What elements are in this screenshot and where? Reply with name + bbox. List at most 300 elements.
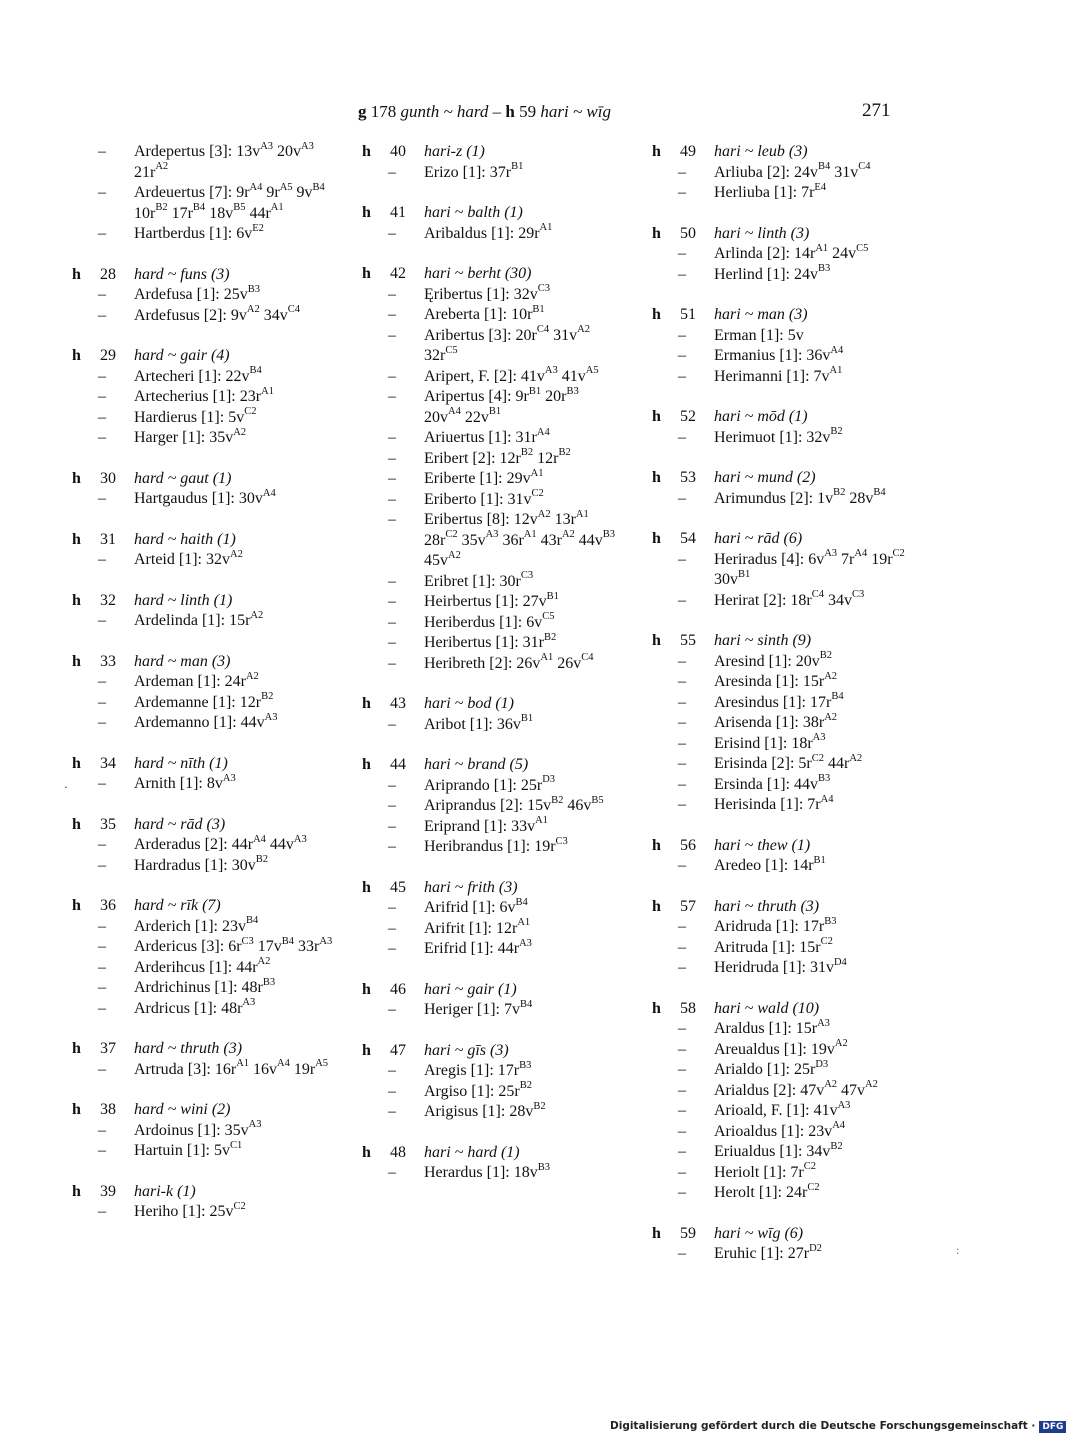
dash-marker: – [678,1163,686,1181]
name-form [72,774,334,795]
folio-superscript: A2 [865,1079,878,1091]
name-form [362,1163,618,1184]
name-form-text: Aridruda [1]: $17r^{B3}$ [714,915,837,935]
name-form [652,958,920,979]
lemma-number: 49 [680,143,696,160]
dash-marker: – [678,693,686,711]
name-form-text: Arifrit [1]: $12r^{A1}$ [424,917,531,937]
folio-superscript: B2 [830,1140,843,1152]
folio-superscript: B1 [511,161,524,173]
dash-marker: – [98,979,106,996]
name-form [652,754,920,775]
name-form-text: Erizo [1]: $37r^{B1}$ [424,161,524,181]
lemma-head [72,346,334,367]
lemma-entry [72,346,334,449]
lemma-letter: h [652,836,661,854]
lemma-name: hari ~ balth (1) [424,204,523,221]
name-form-text: Areberta [1]: $10r^{B1}$ [424,303,545,323]
dash-marker: – [98,429,106,446]
name-form [652,856,920,877]
dash-marker: – [388,899,396,916]
folio-superscript: B2 [261,691,274,703]
name-form [72,428,334,449]
name-form-text: Arioaldus [1]: $23v^{A4}$ [714,1120,846,1140]
name-form [652,1060,920,1081]
lemma-letter: h [72,815,81,833]
name-form [652,1163,920,1184]
dash-marker: – [388,449,396,467]
lemma-number: 47 [390,1041,406,1059]
dash-marker: – [388,1001,396,1018]
dash-marker: – [678,245,686,262]
folio-superscript: B2 [519,1080,532,1092]
name-form [362,592,618,613]
lemma-name: hard ~ gair (4) [134,347,230,364]
name-form [652,795,920,816]
name-form [362,326,618,367]
name-form [652,1244,920,1265]
dash-marker: – [98,306,106,324]
lemma-head [72,530,334,551]
name-form [362,163,618,184]
name-form-text: Aribertus [3]: $20r^{C4}$ $31v^{A2}$ $32r^{C5}$ [424,324,590,364]
lemma-letter: h [362,265,371,282]
dash-marker: – [98,1142,106,1159]
lemma-name: hard ~ man (3) [134,652,231,670]
folio-superscript: A1 [261,385,274,397]
header-part: 59 [519,102,537,121]
folio-superscript: A1 [236,1058,250,1070]
dash-marker: – [678,938,686,956]
lemma-name: hard ~ linth (1) [134,591,233,609]
name-form-text: Artruda [3]: $16r^{A1}$ $16v^{A4}$ $19r^{A5}$ [134,1058,329,1078]
lemma-number: 41 [390,204,406,221]
name-form-text: Herlind [1]: $24v^{B3}$ [714,263,831,283]
folio-superscript: A3 [222,772,236,784]
lemma-name: hari-z (1) [424,143,485,160]
dash-marker: – [678,428,686,446]
lemma-head [72,754,334,775]
folio-superscript: A3 [544,365,558,377]
dash-marker: – [388,1103,396,1120]
name-form-text: Heribertus [1]: $31r^{B2}$ [424,631,557,651]
name-form-text: Harger [1]: $35v^{A2}$ [134,426,247,446]
name-form-text: Erisinda [2]: $5r^{C2}$ $44r^{A2}$ [714,752,863,772]
name-form [362,387,618,428]
name-form [72,387,334,408]
folio-superscript: B2 [543,631,557,643]
folio-superscript: A4 [832,1120,846,1132]
dash-marker: – [678,673,686,690]
name-form-text: Arderich [1]: $23v^{B4}$ [134,915,259,935]
header-title [358,102,611,122]
lemma-entry [72,1182,334,1223]
dash-marker: – [98,836,106,853]
lemma-letter: h [652,897,661,915]
lemma-entry [652,1224,920,1265]
lemma-letter: h [72,1182,81,1200]
folio-superscript: C5 [542,611,555,623]
folio-superscript: B2 [551,794,564,806]
lemma-entry [362,694,618,735]
lemma-number: 53 [680,469,696,486]
name-form-text: Aredeo [1]: $14r^{B1}$ [714,854,826,874]
lemma-entry [72,652,334,734]
folio-superscript: B4 [873,487,886,499]
folio-superscript: A3 [301,140,314,152]
dash-marker: – [98,958,106,976]
lemma-letter: h [362,1041,371,1059]
folio-superscript: B3 [817,263,831,275]
name-form [72,142,334,183]
lemma-number: 56 [680,836,696,854]
dash-marker: – [388,919,396,937]
name-form [652,775,920,796]
dash-marker: – [98,184,106,201]
folio-superscript: A1 [517,917,531,929]
name-form-text: Aribaldus [1]: $29r^{A1}$ [424,222,553,242]
name-form-text: Aribot [1]: $36v^{B1}$ [424,713,534,733]
dash-marker: – [98,693,106,711]
folio-superscript: A1 [815,242,829,254]
folio-superscript: A2 [250,609,264,621]
name-form-text: Artecheri [1]: $22v^{B4}$ [134,365,262,385]
lemma-entry [652,305,920,387]
folio-superscript: A2 [824,670,838,682]
dash-marker: – [388,1062,396,1079]
name-form-text: Ardelinda [1]: $15r^{A2}$ [134,609,264,629]
dfg-logo: DFG [1039,1421,1066,1433]
lemma-head [72,652,334,673]
folio-superscript: C4 [287,304,300,316]
name-form-text: Arliuba [2]: $24v^{B4}$ $31v^{C4}$ [714,161,871,181]
lemma-letter: h [72,530,81,548]
folio-superscript: B1 [546,590,559,602]
lemma-letter: h [72,469,81,487]
name-form [72,937,334,958]
dash-marker: – [678,714,686,731]
name-form [72,713,334,734]
name-form [652,713,920,734]
lemma-name: hari ~ frith (3) [424,878,518,896]
dash-marker: – [678,1020,686,1037]
folio-superscript: C3 [537,283,551,295]
name-form-text: Erifrid [1]: $44r^{A3}$ [424,937,532,957]
name-form [652,326,920,347]
lemma-head [362,142,618,163]
folio-superscript: E2 [252,222,264,234]
folio-superscript: C4 [811,589,824,601]
name-form-text: Herliuba [1]: $7r^{E4}$ [714,181,827,201]
dash-marker: – [388,940,396,957]
lemma-name: hari ~ man (3) [714,306,808,323]
folio-superscript: C2 [445,529,458,541]
folio-superscript: C3 [852,589,865,601]
name-form [652,367,920,388]
lemma-name: hard ~ thruth (3) [134,1040,243,1057]
dash-marker: – [388,388,396,405]
dash-marker: – [678,1081,686,1099]
folio-superscript: C5 [445,344,458,356]
dash-marker: – [388,817,396,835]
lemma-number: 40 [390,143,406,160]
lemma-number: 34 [100,754,116,772]
folio-superscript: A2 [537,508,551,520]
dash-marker: – [678,1245,686,1262]
dash-marker: – [388,511,396,528]
lemma-entry [72,1039,334,1080]
folio-superscript: A5 [279,181,293,193]
lemma-head [652,142,920,163]
name-form [72,489,334,510]
running-header [0,98,1000,128]
name-form [652,734,920,755]
lemma-number: 29 [100,347,116,364]
folio-superscript: C5 [856,242,869,254]
name-form [652,693,920,714]
header-part: g [358,102,367,121]
folio-superscript: A2 [824,711,838,723]
footer-text: Digitalisierung gefördert durch die Deutsche Forschungsgemeinschaft · [610,1420,1036,1432]
lemma-entry [362,1143,618,1184]
name-form-text: Heridruda [1]: $31v^{D4}$ [714,956,847,976]
folio-superscript: A3 [817,1017,830,1029]
lemma-name: hard ~ haith (1) [134,530,236,548]
name-form-text: Areualdus [1]: $19v^{A2}$ [714,1038,848,1058]
dash-marker: – [678,184,686,201]
name-form [652,591,920,612]
dash-marker: – [678,1184,686,1201]
name-form-text: Eribret [1]: $30r^{C3}$ [424,570,534,590]
lemma-number: 37 [100,1040,116,1057]
name-form-text: Ariprando [1]: $25r^{D3}$ [424,774,556,794]
name-form-text: Eriberto [1]: $31v^{C2}$ [424,488,544,508]
dash-marker: – [98,999,106,1017]
lemma-entry [652,631,920,816]
name-form-text: Ardemanne [1]: $12r^{B2}$ [134,691,274,711]
name-form [652,428,920,449]
name-form [362,367,618,388]
dash-marker: – [388,163,396,181]
name-form-text: Arderadus [2]: $44r^{A4}$ $44v^{A3}$ [134,833,307,853]
name-form [652,1081,920,1102]
name-form [72,1202,334,1223]
folio-superscript: B4 [312,181,325,193]
lemma-head [72,469,334,490]
header-part: h [505,102,515,121]
dash-marker: – [678,265,686,283]
lemma-name: hari ~ thruth (3) [714,897,820,915]
folio-superscript: D2 [809,1242,822,1254]
folio-superscript: C2 [807,1181,820,1193]
name-form-text: Arifrid [1]: $6v^{B4}$ [424,896,528,916]
folio-superscript: A3 [264,711,278,723]
folio-superscript: B2 [533,1100,546,1112]
name-form-text: Ardoinus [1]: $35v^{A3}$ [134,1119,262,1139]
lemma-head [362,203,618,224]
lemma-name: hard ~ gaut (1) [134,469,232,487]
lemma-letter: h [362,756,371,773]
name-form [362,1082,618,1103]
name-form-text: Arigisus [1]: $28v^{B2}$ [424,1100,546,1120]
column-left [72,142,334,1243]
name-form [652,1122,920,1143]
dash-marker: – [98,673,106,690]
dash-marker: – [678,959,686,976]
folio-superscript: B2 [833,487,846,499]
folio-superscript: B3 [519,1059,532,1071]
name-form [652,183,920,204]
name-form [652,1142,920,1163]
folio-superscript: C4 [581,652,594,664]
folio-superscript: C2 [531,488,544,500]
lemma-letter: h [72,754,81,772]
name-form-text: Eribert [2]: $12r^{B2}$ $12r^{B2}$ [424,447,571,467]
folio-superscript: B5 [233,202,246,214]
name-form-text: Aripert, F. [2]: $41v^{A3}$ $41v^{A5}$ [424,365,599,385]
name-form-text: Arisenda [1]: $38r^{A2}$ [714,711,838,731]
lemma-name: hari ~ wald (10) [714,999,820,1017]
name-form [652,672,920,693]
lemma-head [362,264,618,285]
dash-marker: – [678,652,686,670]
name-form-text: Heriger [1]: $7v^{B4}$ [424,998,533,1018]
dash-marker: – [388,634,396,651]
name-form [362,898,618,919]
folio-superscript: A5 [585,365,599,377]
header-part: 178 [370,102,397,121]
name-form [362,428,618,449]
dash-marker: – [388,838,396,855]
name-form-text: Herolt [1]: $24r^{C2}$ [714,1181,820,1201]
folio-superscript: A2 [155,161,169,173]
name-form [72,1141,334,1162]
lemma-letter: h [652,306,661,323]
name-form-text: Artecherius [1]: $23r^{A1}$ [134,385,274,405]
lemma-entry [72,265,334,327]
dash-marker: – [388,572,396,590]
lemma-entry [72,754,334,795]
lemma-entry [652,224,920,286]
folio-superscript: A3 [824,548,838,560]
lemma-entry [362,142,618,183]
name-form [72,958,334,979]
lemma-number: 42 [390,265,406,282]
lemma-entry [362,203,618,244]
folio-superscript: A1 [575,508,589,520]
folio-superscript: B1 [813,854,826,866]
lemma-name: hard ~ rīk (7) [134,897,221,914]
lemma-entry [362,878,618,960]
lemma-letter: h [362,980,371,998]
dash-marker: – [388,285,396,303]
dash-marker: – [388,224,396,242]
lemma-number: 58 [680,999,696,1017]
name-form [362,510,618,572]
folio-superscript: B1 [520,713,534,725]
lemma-letter: h [72,897,81,914]
name-form-text: Heirbertus [1]: $27v^{B1}$ [424,590,559,610]
dash-marker: – [98,1060,106,1078]
folio-superscript: B4 [192,202,206,214]
lemma-head [72,896,334,917]
name-form-text: Hartuin [1]: $5v^{C1}$ [134,1139,243,1159]
lemma-head [652,407,920,428]
lemma-number: 54 [680,530,696,547]
folio-superscript: A4 [448,406,461,418]
dash-marker: – [98,367,106,385]
dash-marker: – [678,367,686,385]
lemma-letter: h [72,265,81,283]
name-form [72,978,334,999]
name-form [652,346,920,367]
dash-marker: – [98,612,106,629]
name-form [362,837,618,858]
lemma-entry [72,896,334,1019]
lemma-name: hari ~ leub (3) [714,143,808,160]
name-form [362,469,618,490]
name-form-text: Arioald, F. [1]: $41v^{A3}$ [714,1099,851,1119]
name-form [652,938,920,959]
folio-superscript: E4 [814,181,827,193]
lemma-entry [362,755,618,858]
lemma-number: 55 [680,632,696,649]
lemma-name: hard ~ funs (3) [134,265,230,283]
folio-superscript: B3 [824,915,837,927]
lemma-name: hari ~ rād (6) [714,530,803,547]
lemma-entry [652,529,920,611]
folio-superscript: C2 [244,406,257,418]
dash-marker: – [678,775,686,793]
lemma-letter: h [72,1040,81,1057]
folio-superscript: B2 [830,426,843,438]
dash-marker: – [98,143,106,160]
name-form-text: Hardierus [1]: $5v^{C2}$ [134,406,257,426]
folio-superscript: B1 [532,303,545,315]
name-form [72,611,334,632]
name-form-text: Ardeuertus [7]: $9r^{A4}$ $9r^{A5}$ $9v^{B4}$ $10r^{B2}$ $17r^{B4}$ $18v^{B5}$ $44r^{A1}$ [134,181,325,222]
lemma-head [652,224,920,245]
lemma-name: hari ~ gair (1) [424,980,517,998]
name-form [362,715,618,736]
column-right [652,142,920,1285]
dash-marker: – [98,408,106,426]
lemma-entry [652,142,920,204]
folio-superscript: B3 [602,529,616,541]
folio-superscript: B4 [515,896,528,908]
lemma-head [72,1039,334,1060]
name-form-text: Aresinda [1]: $15r^{A2}$ [714,670,838,690]
name-form [362,633,618,654]
lemma-head [362,694,618,715]
name-form-text: Hardradus [1]: $30v^{B2}$ [134,854,269,874]
name-form [72,550,334,571]
folio-superscript: A2 [233,426,247,438]
folio-superscript: A2 [824,1079,838,1091]
folio-superscript: C1 [229,1139,243,1151]
folio-superscript: B4 [817,161,831,173]
lemma-letter: h [652,469,661,486]
folio-superscript: A3 [242,997,256,1009]
header-part: hari ~ wīg [540,102,611,121]
folio-superscript: C3 [241,935,254,947]
lemma-head [362,980,618,1001]
dash-marker: – [388,490,396,508]
name-form-text: Arteid [1]: $32v^{A2}$ [134,548,243,568]
lemma-letter: h [72,591,81,609]
name-form [362,285,618,306]
lemma-name: hard ~ rād (3) [134,815,226,833]
